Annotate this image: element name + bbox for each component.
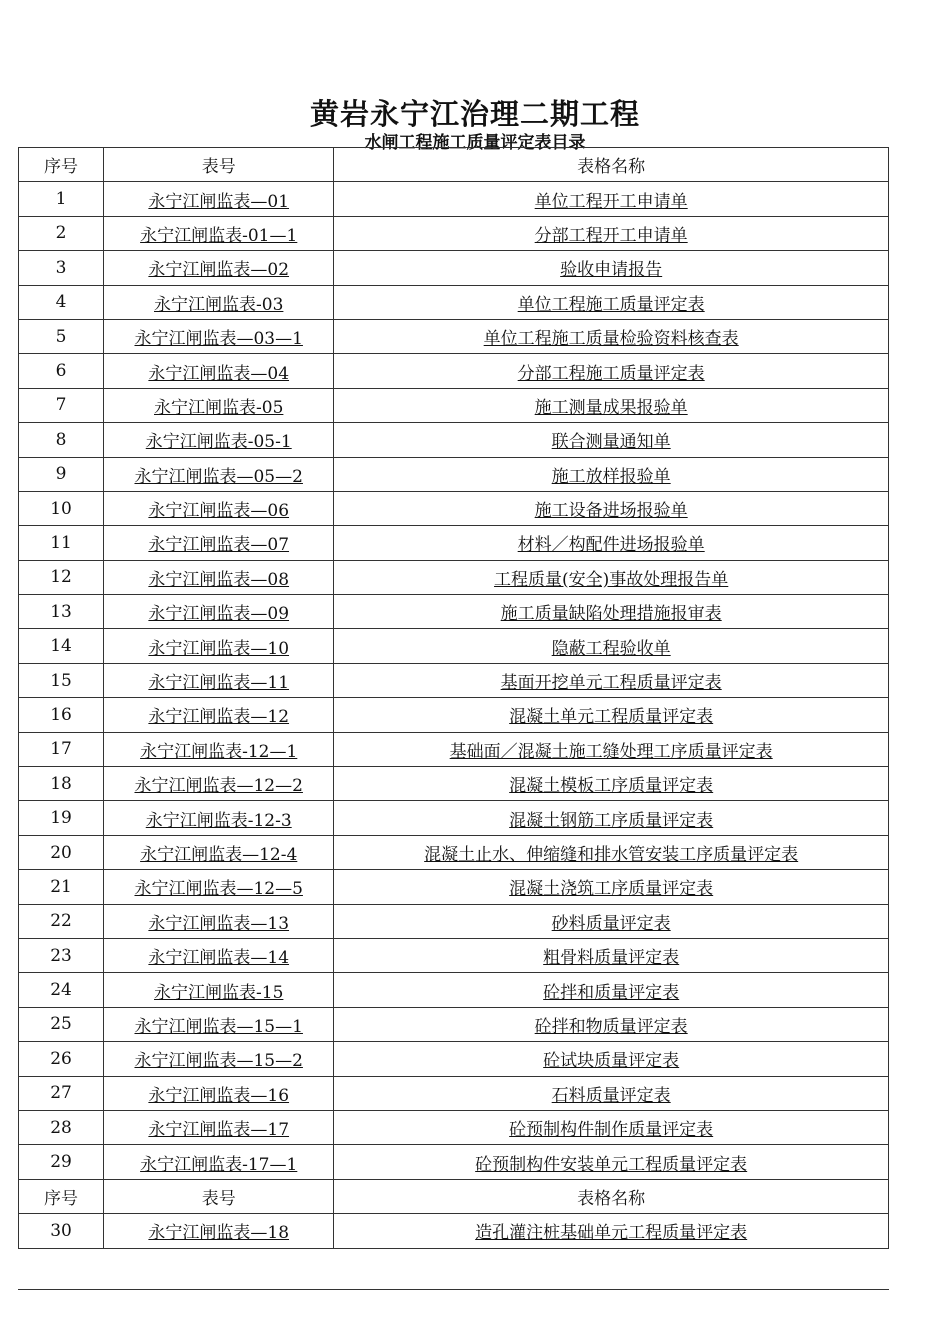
form-code-link[interactable]: 永宁江闸监表—05—2	[134, 466, 303, 487]
row-number: 23	[19, 938, 104, 972]
form-code-link[interactable]: 永宁江闸监表—15—1	[134, 1016, 303, 1037]
row-number: 19	[19, 801, 104, 835]
form-code-link[interactable]: 永宁江闸监表-05	[154, 397, 284, 418]
form-code-cell	[104, 801, 334, 835]
bottom-divider	[18, 1289, 889, 1290]
form-name-cell	[334, 182, 889, 216]
table-row	[19, 938, 889, 972]
form-name-cell	[334, 973, 889, 1007]
form-name-link[interactable]: 工程质量(安全)事故处理报告单	[494, 569, 729, 590]
table-row	[19, 1110, 889, 1144]
form-code-link[interactable]: 永宁江闸监表—12-4	[140, 845, 298, 865]
table-row	[19, 1145, 889, 1179]
form-code-link[interactable]: 永宁江闸监表—08	[148, 569, 290, 590]
form-name-link[interactable]: 施工质量缺陷处理措施报审表	[500, 604, 722, 625]
form-code-link[interactable]: 永宁江闸监表-05-1	[145, 432, 292, 453]
form-code-link[interactable]: 永宁江闸监表—16	[148, 1085, 290, 1106]
page-title: 黄岩永宁江治理二期工程	[309, 97, 640, 131]
form-name-link[interactable]: 隐蔽工程验收单	[551, 638, 671, 659]
form-name-link[interactable]: 混凝土单元工程质量评定表	[509, 707, 714, 728]
table-row	[19, 767, 889, 801]
form-code-link[interactable]: 永宁江闸监表—12—2	[134, 776, 303, 797]
form-name-link[interactable]: 造孔灌注桩基础单元工程质量评定表	[475, 1223, 748, 1244]
form-code-cell	[104, 1007, 334, 1041]
form-code-link[interactable]: 永宁江闸监表—10	[148, 638, 290, 659]
form-name-cell	[334, 216, 889, 250]
form-code-cell	[104, 938, 334, 972]
form-code-cell	[104, 904, 334, 938]
form-code-link[interactable]: 永宁江闸监表—09	[148, 604, 290, 625]
form-name-cell	[334, 904, 889, 938]
form-code-cell	[104, 1110, 334, 1144]
form-name-link[interactable]: 分部工程施工质量评定表	[517, 363, 705, 384]
form-code-link[interactable]: 永宁江闸监表—11	[148, 673, 290, 694]
form-name-link[interactable]: 联合测量通知单	[551, 432, 671, 453]
row-number: 29	[19, 1145, 104, 1179]
form-code-link[interactable]: 永宁江闸监表—15—2	[134, 1051, 303, 1072]
form-name-cell	[334, 870, 889, 904]
form-code-link[interactable]: 永宁江闸监表—03—1	[134, 329, 303, 350]
header-name: 表格名称	[334, 148, 889, 182]
header-code: 表号	[104, 148, 334, 182]
toc-table-body	[19, 148, 889, 1249]
form-name-cell	[334, 388, 889, 422]
form-code-cell	[104, 595, 334, 629]
row-number: 1	[19, 182, 104, 216]
table-row	[19, 491, 889, 525]
form-code-cell	[104, 423, 334, 457]
table-header-row	[19, 1179, 889, 1213]
form-code-link[interactable]: 永宁江闸监表—12	[148, 707, 290, 728]
form-name-link[interactable]: 单位工程施工质量评定表	[517, 294, 705, 315]
form-name-link[interactable]: 砼拌和物质量评定表	[534, 1016, 688, 1037]
form-code-cell	[104, 285, 334, 319]
row-number: 22	[19, 904, 104, 938]
table-row	[19, 1007, 889, 1041]
form-name-cell	[334, 1042, 889, 1076]
form-code-cell	[104, 354, 334, 388]
form-name-link[interactable]: 粗骨料质量评定表	[543, 948, 680, 969]
form-name-cell	[334, 560, 889, 594]
form-name-link[interactable]: 石料质量评定表	[551, 1085, 671, 1106]
form-code-cell	[104, 767, 334, 801]
table-row	[19, 216, 889, 250]
table-row	[19, 182, 889, 216]
form-name-link[interactable]: 材料／构配件进场报验单	[517, 535, 705, 556]
table-row	[19, 801, 889, 835]
form-name-link[interactable]: 混凝土浇筑工序质量评定表	[509, 879, 714, 900]
form-name-link[interactable]: 砂料质量评定表	[551, 913, 671, 934]
form-code-link[interactable]: 永宁江闸监表—17	[148, 1120, 290, 1141]
row-number: 5	[19, 319, 104, 353]
form-code-cell	[104, 870, 334, 904]
header-no: 序号	[19, 1179, 104, 1213]
form-name-link[interactable]: 施工设备进场报验单	[534, 501, 688, 522]
form-code-cell	[104, 835, 334, 869]
form-code-cell	[104, 732, 334, 766]
form-name-link[interactable]: 砼预制构件安装单元工程质量评定表	[475, 1154, 748, 1175]
table-row	[19, 388, 889, 422]
row-number: 25	[19, 1007, 104, 1041]
table-row	[19, 663, 889, 697]
row-number: 11	[19, 526, 104, 560]
form-code-cell	[104, 182, 334, 216]
form-code-link[interactable]: 永宁江闸监表-17—1	[140, 1154, 298, 1175]
row-number: 15	[19, 663, 104, 697]
form-code-cell	[104, 1042, 334, 1076]
table-row	[19, 835, 889, 869]
row-number: 28	[19, 1110, 104, 1144]
form-name-link[interactable]: 砼拌和质量评定表	[543, 982, 680, 1003]
form-code-cell	[104, 560, 334, 594]
row-number: 17	[19, 732, 104, 766]
row-number: 10	[19, 491, 104, 525]
form-name-link[interactable]: 砼预制构件制作质量评定表	[509, 1120, 714, 1141]
form-code-link[interactable]: 永宁江闸监表—18	[148, 1223, 290, 1244]
form-name-cell	[334, 526, 889, 560]
header-name: 表格名称	[334, 1179, 889, 1213]
form-code-cell	[104, 1214, 334, 1248]
form-code-cell	[104, 457, 334, 491]
form-name-cell	[334, 767, 889, 801]
table-row	[19, 973, 889, 1007]
row-number: 4	[19, 285, 104, 319]
form-name-cell	[334, 663, 889, 697]
form-code-link[interactable]: 永宁江闸监表—07	[148, 535, 290, 556]
form-name-link[interactable]: 单位工程开工申请单	[534, 191, 688, 212]
form-name-link[interactable]: 基面开挖单元工程质量评定表	[500, 673, 722, 694]
form-name-link[interactable]: 基础面／混凝土施工缝处理工序质量评定表	[449, 741, 773, 762]
form-name-cell	[334, 1145, 889, 1179]
form-code-cell	[104, 388, 334, 422]
form-code-cell	[104, 1076, 334, 1110]
table-row	[19, 319, 889, 353]
form-name-link[interactable]: 砼试块质量评定表	[543, 1051, 680, 1072]
table-row	[19, 1214, 889, 1248]
row-number: 20	[19, 835, 104, 869]
form-code-cell	[104, 319, 334, 353]
row-number: 14	[19, 629, 104, 663]
form-name-cell	[334, 835, 889, 869]
table-row	[19, 285, 889, 319]
form-code-cell	[104, 216, 334, 250]
form-name-cell	[334, 595, 889, 629]
form-name-cell	[334, 1007, 889, 1041]
form-name-cell	[334, 938, 889, 972]
form-name-cell	[334, 354, 889, 388]
table-row	[19, 629, 889, 663]
form-name-cell	[334, 457, 889, 491]
form-name-cell	[334, 423, 889, 457]
row-number: 9	[19, 457, 104, 491]
form-code-link[interactable]: 永宁江闸监表—14	[148, 948, 290, 969]
row-number: 6	[19, 354, 104, 388]
header-code: 表号	[104, 1179, 334, 1213]
row-number: 18	[19, 767, 104, 801]
form-code-link[interactable]: 永宁江闸监表-03	[154, 294, 284, 315]
row-number: 26	[19, 1042, 104, 1076]
page-subtitle: 水闸工程施工质量评定表目录	[364, 133, 586, 153]
row-number: 3	[19, 251, 104, 285]
row-number: 24	[19, 973, 104, 1007]
row-number: 27	[19, 1076, 104, 1110]
table-row	[19, 904, 889, 938]
row-number: 8	[19, 423, 104, 457]
form-code-cell	[104, 663, 334, 697]
form-name-cell	[334, 801, 889, 835]
form-name-link[interactable]: 分部工程开工申请单	[534, 225, 688, 246]
table-row	[19, 1076, 889, 1110]
form-code-link[interactable]: 永宁江闸监表-12—1	[140, 741, 298, 762]
form-name-cell	[334, 285, 889, 319]
form-code-cell	[104, 629, 334, 663]
form-code-cell	[104, 526, 334, 560]
form-name-link[interactable]: 施工测量成果报验单	[534, 397, 688, 418]
table-row	[19, 251, 889, 285]
form-code-link[interactable]: 永宁江闸监表—06	[148, 501, 290, 522]
form-code-link[interactable]: 永宁江闸监表-15	[154, 982, 284, 1003]
form-name-link[interactable]: 验收申请报告	[560, 260, 663, 281]
form-name-link[interactable]: 混凝土止水、伸缩缝和排水管安装工序质量评定表	[424, 845, 799, 865]
table-row	[19, 1042, 889, 1076]
form-name-cell	[334, 1110, 889, 1144]
form-code-cell	[104, 251, 334, 285]
form-name-link[interactable]: 施工放样报验单	[551, 466, 671, 487]
table-row	[19, 698, 889, 732]
table-row	[19, 595, 889, 629]
form-code-link[interactable]: 永宁江闸监表-01—1	[140, 225, 298, 246]
form-name-link[interactable]: 单位工程施工质量检验资料核查表	[483, 329, 739, 350]
form-name-cell	[334, 1076, 889, 1110]
form-name-cell	[334, 698, 889, 732]
form-code-link[interactable]: 永宁江闸监表—02	[148, 260, 290, 281]
form-code-link[interactable]: 永宁江闸监表—01	[148, 191, 290, 212]
table-row	[19, 560, 889, 594]
row-number: 2	[19, 216, 104, 250]
form-name-cell	[334, 251, 889, 285]
form-code-cell	[104, 491, 334, 525]
form-name-link[interactable]: 混凝土模板工序质量评定表	[509, 776, 714, 797]
form-code-link[interactable]: 永宁江闸监表—12—5	[134, 879, 303, 900]
row-number: 30	[19, 1214, 104, 1248]
table-row	[19, 870, 889, 904]
header-no: 序号	[19, 148, 104, 182]
table-row	[19, 526, 889, 560]
form-code-cell	[104, 973, 334, 1007]
toc-table	[18, 147, 889, 1249]
form-name-link[interactable]: 混凝土钢筋工序质量评定表	[509, 810, 714, 831]
form-name-cell	[334, 491, 889, 525]
form-name-cell	[334, 629, 889, 663]
row-number: 21	[19, 870, 104, 904]
row-number: 13	[19, 595, 104, 629]
table-row	[19, 732, 889, 766]
form-code-link[interactable]: 永宁江闸监表—04	[148, 363, 290, 384]
row-number: 7	[19, 388, 104, 422]
table-row	[19, 457, 889, 491]
table-header-row	[19, 148, 889, 182]
row-number: 16	[19, 698, 104, 732]
table-row	[19, 354, 889, 388]
form-name-cell	[334, 732, 889, 766]
form-name-cell	[334, 1214, 889, 1248]
table-row	[19, 423, 889, 457]
form-name-cell	[334, 319, 889, 353]
form-code-cell	[104, 1145, 334, 1179]
row-number: 12	[19, 560, 104, 594]
form-code-link[interactable]: 永宁江闸监表—13	[148, 913, 290, 934]
form-code-link[interactable]: 永宁江闸监表-12-3	[145, 810, 292, 831]
form-code-cell	[104, 698, 334, 732]
